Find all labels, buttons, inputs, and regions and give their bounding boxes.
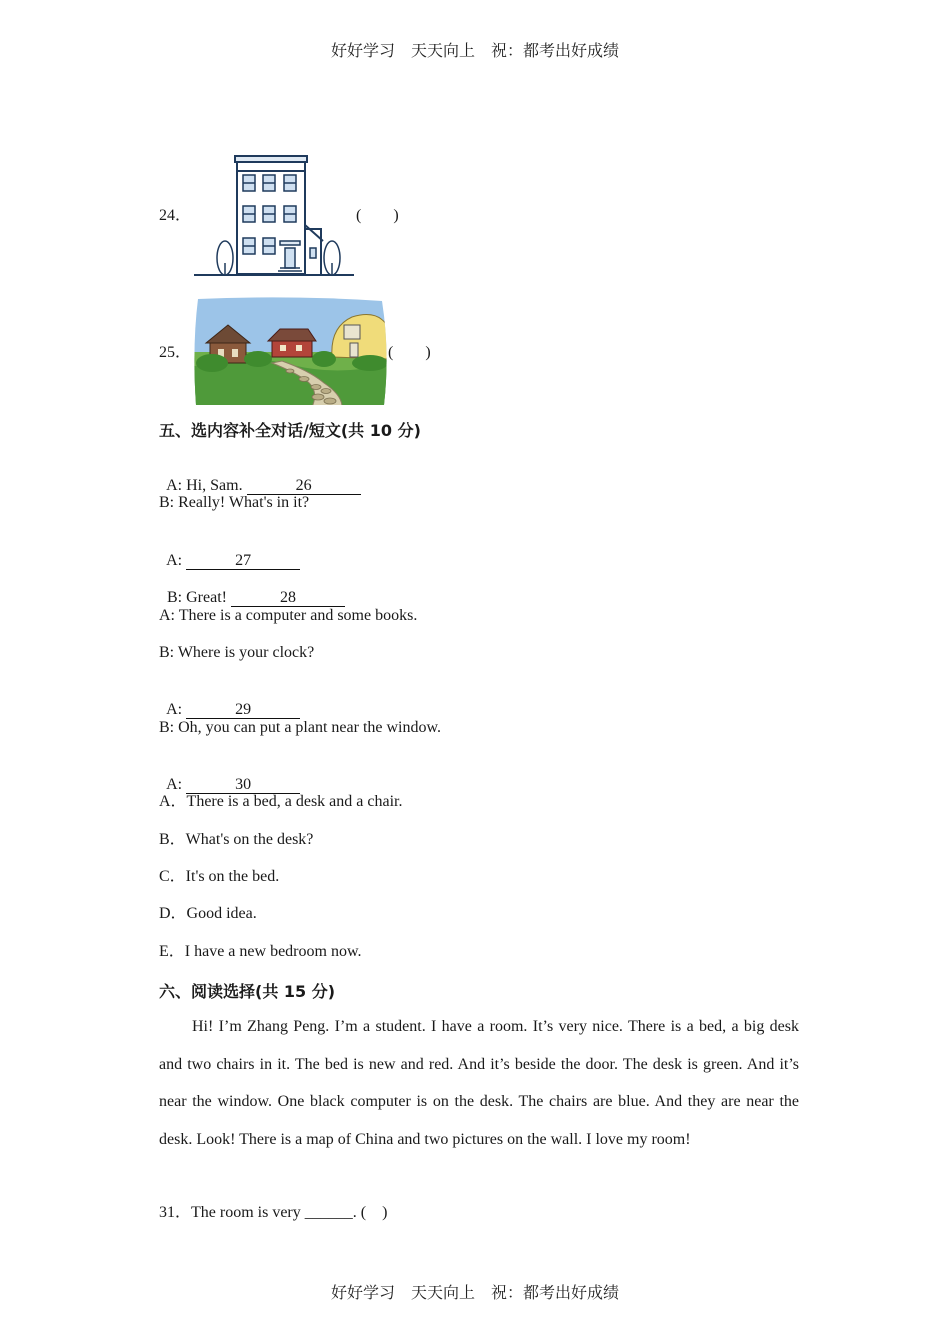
village-image — [192, 297, 390, 407]
section-5-title: 五、选内容补全对话/短文(共 10 分) — [159, 421, 421, 440]
option-b: B．What's on the desk? — [159, 831, 314, 848]
option-e: E．I have a new bedroom now. — [159, 943, 362, 960]
dialogue-line-3: A: 27 — [159, 531, 300, 571]
answer-blank-28[interactable]: 28 — [231, 589, 345, 607]
dialogue-line-2: B: Really! What's in it? — [159, 494, 310, 511]
question-24-answer-parens: ( ) — [356, 207, 399, 224]
dialogue-line-6: B: Where is your clock? — [159, 644, 315, 661]
dialogue-line-1: A: Hi, Sam. 26 — [159, 456, 361, 496]
page-header: 好好学习 天天向上 祝：都考出好成绩 — [330, 41, 619, 60]
question-31: 31．The room is very ______. ( ) — [159, 1204, 388, 1221]
dialogue-line-9: A: 30 — [159, 755, 300, 795]
section-6-title: 六、阅读选择(共 15 分) — [159, 982, 336, 1001]
building-image — [192, 153, 356, 279]
dialogue-line-8: B: Oh, you can put a plant near the window. — [159, 719, 442, 736]
answer-blank-30[interactable]: 30 — [186, 776, 300, 794]
answer-blank-26[interactable]: 26 — [247, 477, 361, 495]
question-25-number: 25． — [159, 344, 192, 361]
option-a: A．There is a bed, a desk and a chair. — [159, 793, 403, 810]
answer-blank-29[interactable]: 29 — [186, 701, 300, 719]
option-c: C．It's on the bed. — [159, 868, 280, 885]
dialogue-line-7: A: 29 — [159, 680, 300, 720]
option-d: D．Good idea. — [159, 905, 257, 922]
dialogue-line-5: A: There is a computer and some books. — [159, 607, 418, 624]
page-footer: 好好学习 天天向上 祝：都考出好成绩 — [330, 1283, 619, 1302]
question-24-number: 24． — [159, 207, 192, 224]
question-25-answer-parens: ( ) — [388, 344, 431, 361]
dialogue-line-4: B: Great! 28 — [159, 568, 345, 608]
reading-passage: Hi! I’m Zhang Peng. I’m a student. I have a room. It’s very nice. There is a bed, a big desk and two chairs in it. The bed is new and red. And it’s beside the door. The desk is green. And it’s near the window. One black computer is on the desk. The chairs are blue. And they are near the desk. Look! There is a map of China and two pictures on the wall. I love my room! — [159, 1018, 799, 1148]
answer-blank-27[interactable]: 27 — [186, 552, 300, 570]
